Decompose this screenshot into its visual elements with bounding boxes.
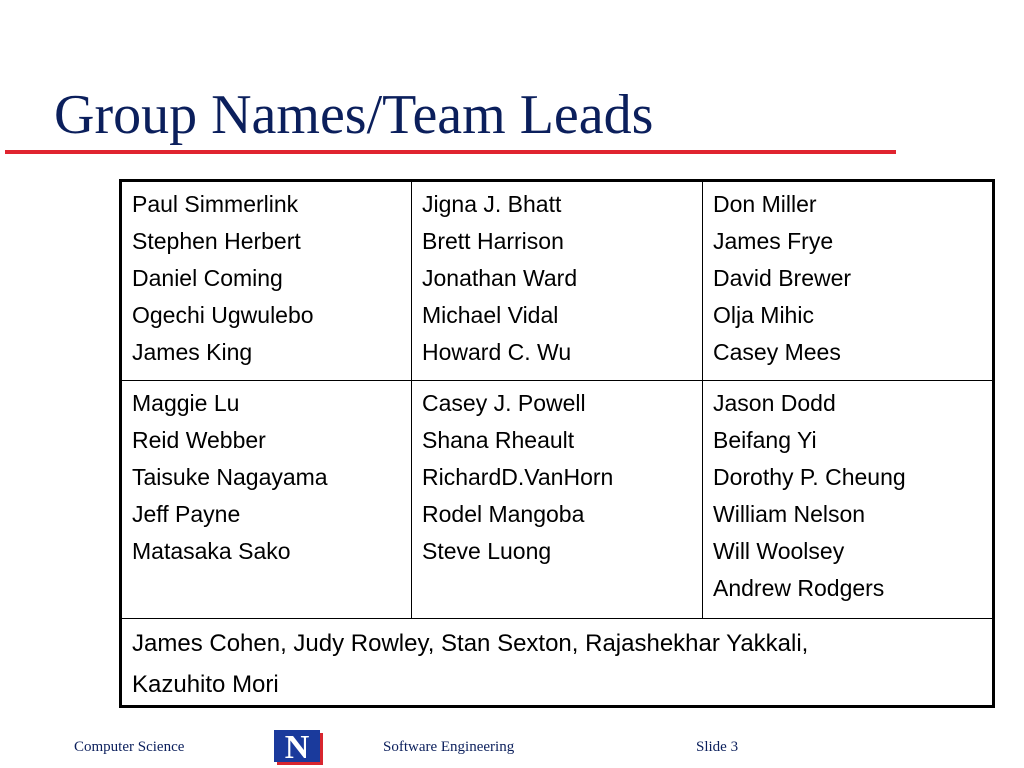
member-name: Jonathan Ward [422,265,578,291]
member-name: Steve Luong [422,538,552,564]
group-cell [703,181,994,381]
member-name: Ogechi Ugwulebo [132,302,314,328]
member-name: Reid Webber [132,427,266,453]
member-name: Will Woolsey [713,538,845,564]
table-row [121,619,994,707]
member-name: Jeff Payne [132,501,241,527]
member-name: Olja Mihic [713,302,814,328]
footer-course: Software Engineering [383,739,515,755]
member-name: David Brewer [713,265,852,291]
member-name: RichardD.VanHorn [422,464,614,490]
group-cell [412,181,703,381]
group-cell [703,381,994,619]
member-name: Paul Simmerlink [132,191,299,217]
member-name: Dorothy P. Cheung [713,464,906,490]
university-logo-icon [273,729,325,767]
logo-letter: N [284,729,310,766]
member-name: Howard C. Wu [422,339,572,365]
footer-department: Computer Science [74,739,185,755]
group-cell [121,381,412,619]
footer-slide-number: Slide 3 [696,739,739,755]
member-list-line: Kazuhito Mori [132,671,279,698]
group-cell [412,381,703,619]
member-name: Andrew Rodgers [713,575,885,601]
title-underline [5,150,896,154]
member-name: Shana Rheault [422,427,575,453]
member-name: Daniel Coming [132,265,283,291]
member-name: Maggie Lu [132,390,240,416]
member-name: Jason Dodd [713,390,836,416]
member-name: William Nelson [713,501,866,527]
member-name: Michael Vidal [422,302,559,328]
member-name: Rodel Mangoba [422,501,585,527]
member-name: Brett Harrison [422,228,564,254]
groups-table [119,179,995,708]
member-name: Jigna J. Bhatt [422,191,562,217]
member-name: James King [132,339,253,365]
member-name: James Frye [713,228,834,254]
group-cell [121,181,412,381]
member-name: Casey Mees [713,339,841,365]
slide-title: Group Names/Team Leads [54,84,654,146]
member-name: Don Miller [713,191,817,217]
table-row [121,381,994,619]
table-row [121,181,994,381]
member-name: Matasaka Sako [132,538,291,564]
member-name: Casey J. Powell [422,390,586,416]
member-list-line: James Cohen, Judy Rowley, Stan Sexton, Rajashekhar Yakkali, [132,630,809,657]
member-name: Taisuke Nagayama [132,464,328,490]
group-cell-wide [121,619,994,707]
member-name: Stephen Herbert [132,228,301,254]
member-name: Beifang Yi [713,427,817,453]
